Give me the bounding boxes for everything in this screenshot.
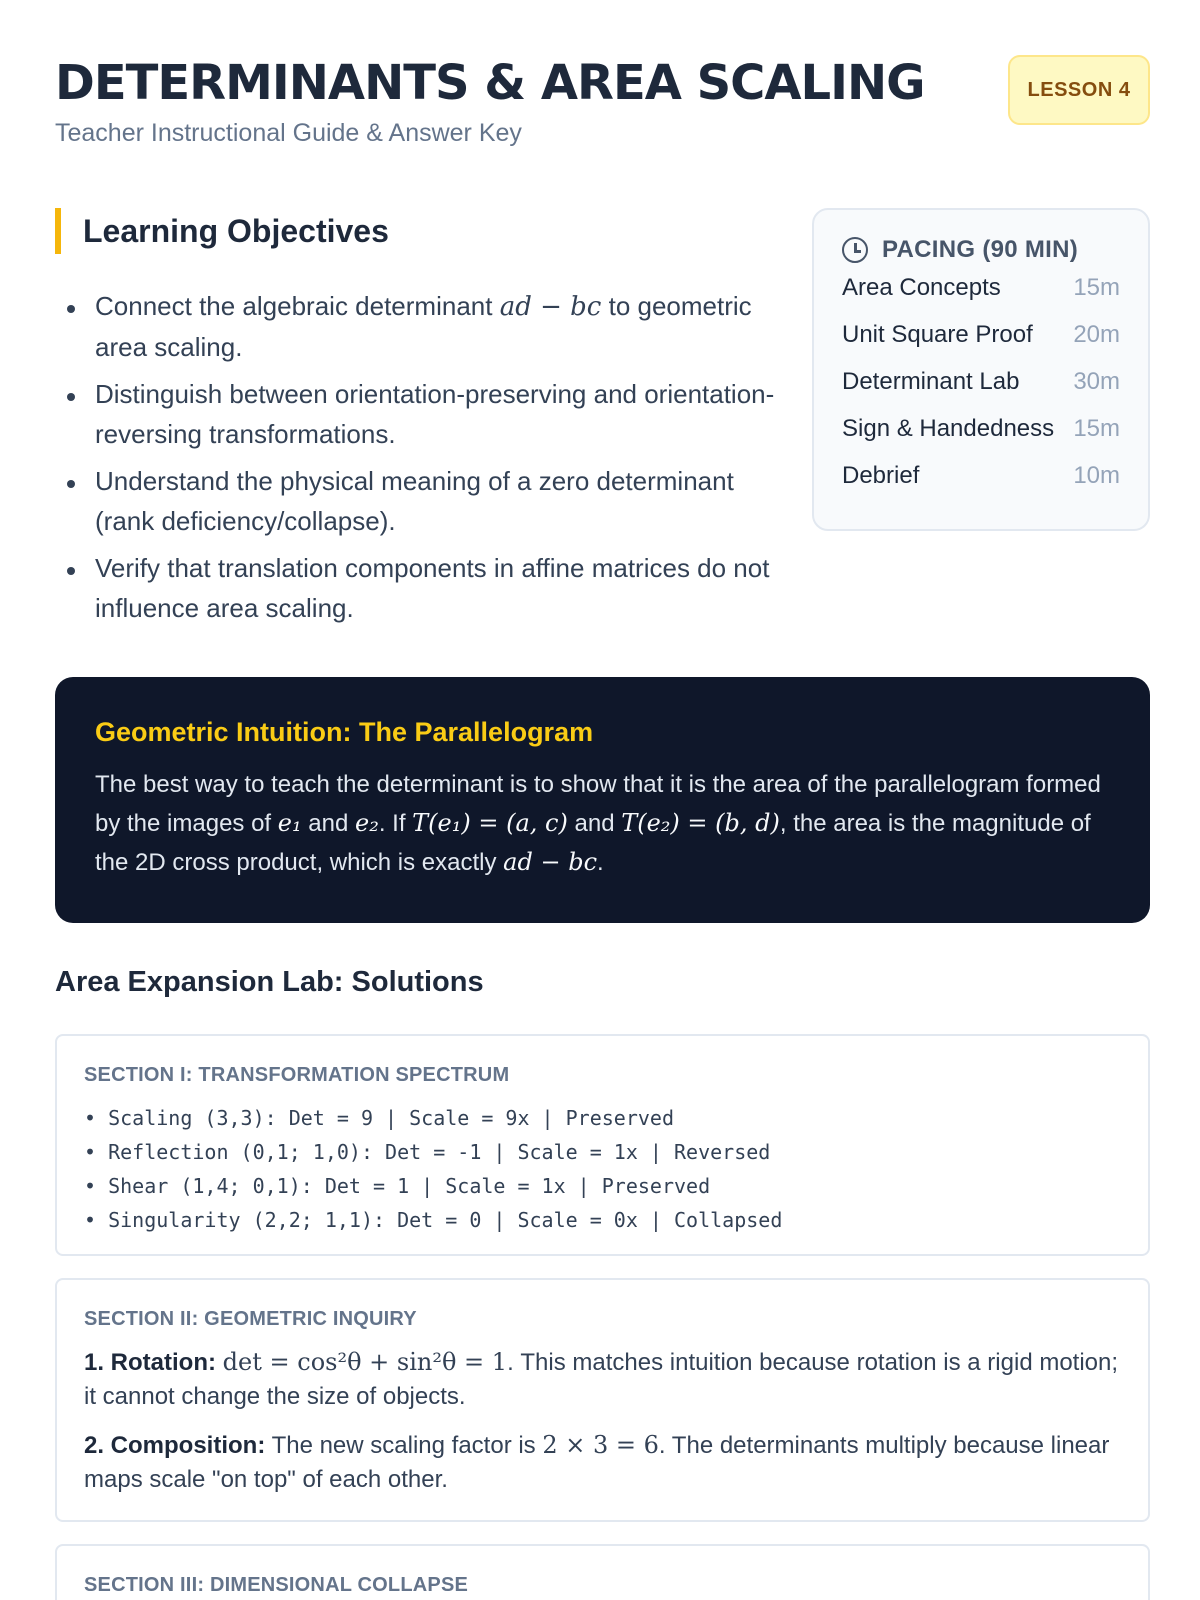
pacing-heading: PACING (90 MIN) [842,236,1120,264]
objective-item: Verify that translation components in affine matrices do not influence area scaling. [55,548,775,628]
learning-objectives [55,208,775,635]
section-label: SECTION II: GEOMETRIC INQUIRY [84,1308,417,1330]
solution-line: • Singularity (2,2; 1,1): Det = 0 | Scale = 0x | Collapsed [84,1208,783,1232]
objectives-heading: Learning Objectives [55,208,775,254]
lab-title: Area Expansion Lab: Solutions [55,966,484,998]
answer-rotation: 1. Rotation: det = cos²θ + sin²θ = 1. This matches intuition because rotation is a rigid motion; it cannot change the size of objects. [84,1348,1119,1410]
solution-line: • Reflection (0,1; 1,0): Det = -1 | Scale = 1x | Reversed [84,1140,771,1164]
pacing-row: Determinant Lab 30m [842,367,1120,395]
objectives-list [55,286,775,628]
objective-item: Understand the physical meaning of a zero determinant (rank deficiency/collapse). [55,461,775,541]
section-dimensional-collapse [55,1544,1150,1600]
solution-line: • Shear (1,4; 0,1): Det = 1 | Scale = 1x | Preserved [84,1174,711,1198]
answer-composition: 2. Composition: The new scaling factor is 2 × 3 = 6. The determinants multiply because linear maps scale "on top" of each other. [84,1431,1110,1493]
clock-icon [842,237,868,263]
intuition-callout [55,677,1150,923]
pacing-row: Unit Square Proof 20m [842,320,1120,348]
objective-item: Connect the algebraic determinant ad − bc to geometric area scaling. [55,286,775,367]
pacing-row: Area Concepts 15m [842,273,1120,301]
section-label: SECTION I: TRANSFORMATION SPECTRUM [84,1064,510,1086]
page-subtitle: Teacher Instructional Guide & Answer Key [55,119,522,147]
intuition-title: Geometric Intuition: The Parallelogram [95,717,594,747]
intuition-text: The best way to teach the determinant is to show that it is the area of the parallelogram formed by the images of e₁ and e₂. If T(e₁) = (a, c) and T(e₂) = (b, d), the area is the magnitude of the 2D cross product, which is exactly ad − bc. [95,771,1101,876]
section-geometric-inquiry [55,1278,1150,1522]
pacing-row: Sign & Handedness 15m [842,414,1120,442]
solution-line: • Scaling (3,3): Det = 9 | Scale = 9x | Preserved [84,1106,675,1130]
section-transformation-spectrum [55,1034,1150,1256]
page-header [55,55,1150,148]
pacing-card [812,208,1150,531]
page-title: DETERMINANTS & AREA SCALING [55,55,925,111]
objective-item: Distinguish between orientation-preserving and orientation-reversing transformations. [55,374,775,454]
section-label: SECTION III: DIMENSIONAL COLLAPSE [84,1574,469,1596]
pacing-row: Debrief 10m [842,461,1120,489]
lesson-badge: LESSON 4 [1008,55,1150,125]
